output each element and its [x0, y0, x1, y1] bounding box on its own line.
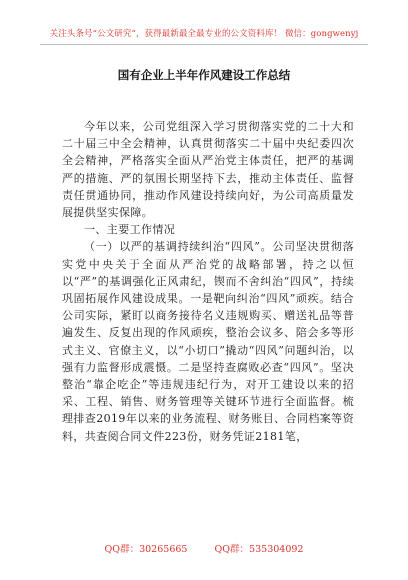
header-banner: 关注头条号“公文研究”，获得最新最全最专业的公文资料库！ 微信：gongwenyj — [49, 29, 359, 39]
footer-contacts — [0, 541, 408, 555]
footer-qq-group-1[interactable]: QQ群：30265665 — [104, 544, 188, 555]
footer-qq-group-2[interactable]: QQ群：535304092 — [214, 544, 304, 555]
document-body — [62, 118, 354, 445]
section-heading: 一、主要工作情况 — [84, 223, 176, 237]
body-paragraph: （一）以严的基调持续纠治“四风”。公司坚决贯彻落实党中央关于全面从严治党的战略部署，持之以恒以“严”的基调强化正风肃纪，锲而不舍纠治“四风”，持续巩固拓展作风建设成果。一是靶向纠治“四风”顽疾。结合公司实际，紧盯以商务接待名义违规购买、赠送礼品等普遍发生、反复出现的作风顽疾，整治会议多、陪会多等形式主义、官僚主义，以“小切口”撬动“四风”问题纠治，以强有力监督形成震慑。二是坚持查腐败必查“四风”。坚决整治“靠企吃企”等违规违纪行为，对开工建设以来的招采、工程、销售、财务管理等关键环节进行全面监督。梳理排查2019年以来的业务流程、财务账目、合同档案等资料，共查阅合同文件223份，财务凭证2181笔， — [62, 240, 354, 443]
header-divider — [40, 44, 368, 45]
document-title: 国有企业上半年作风建设工作总结 — [117, 68, 291, 82]
intro-paragraph: 今年以来，公司党组深入学习贯彻落实党的二十大和二十届三中全会精神，认真贯彻落实二十届中央纪委四次全会精神，严格落实全面从严治党主体责任，把严的基调严的措施、严的氛围长期坚持下去，推动主体责任、监督责任贯通协同，推动作风建设持续向好，为公司高质量发展提供坚实保障。 — [62, 120, 354, 220]
